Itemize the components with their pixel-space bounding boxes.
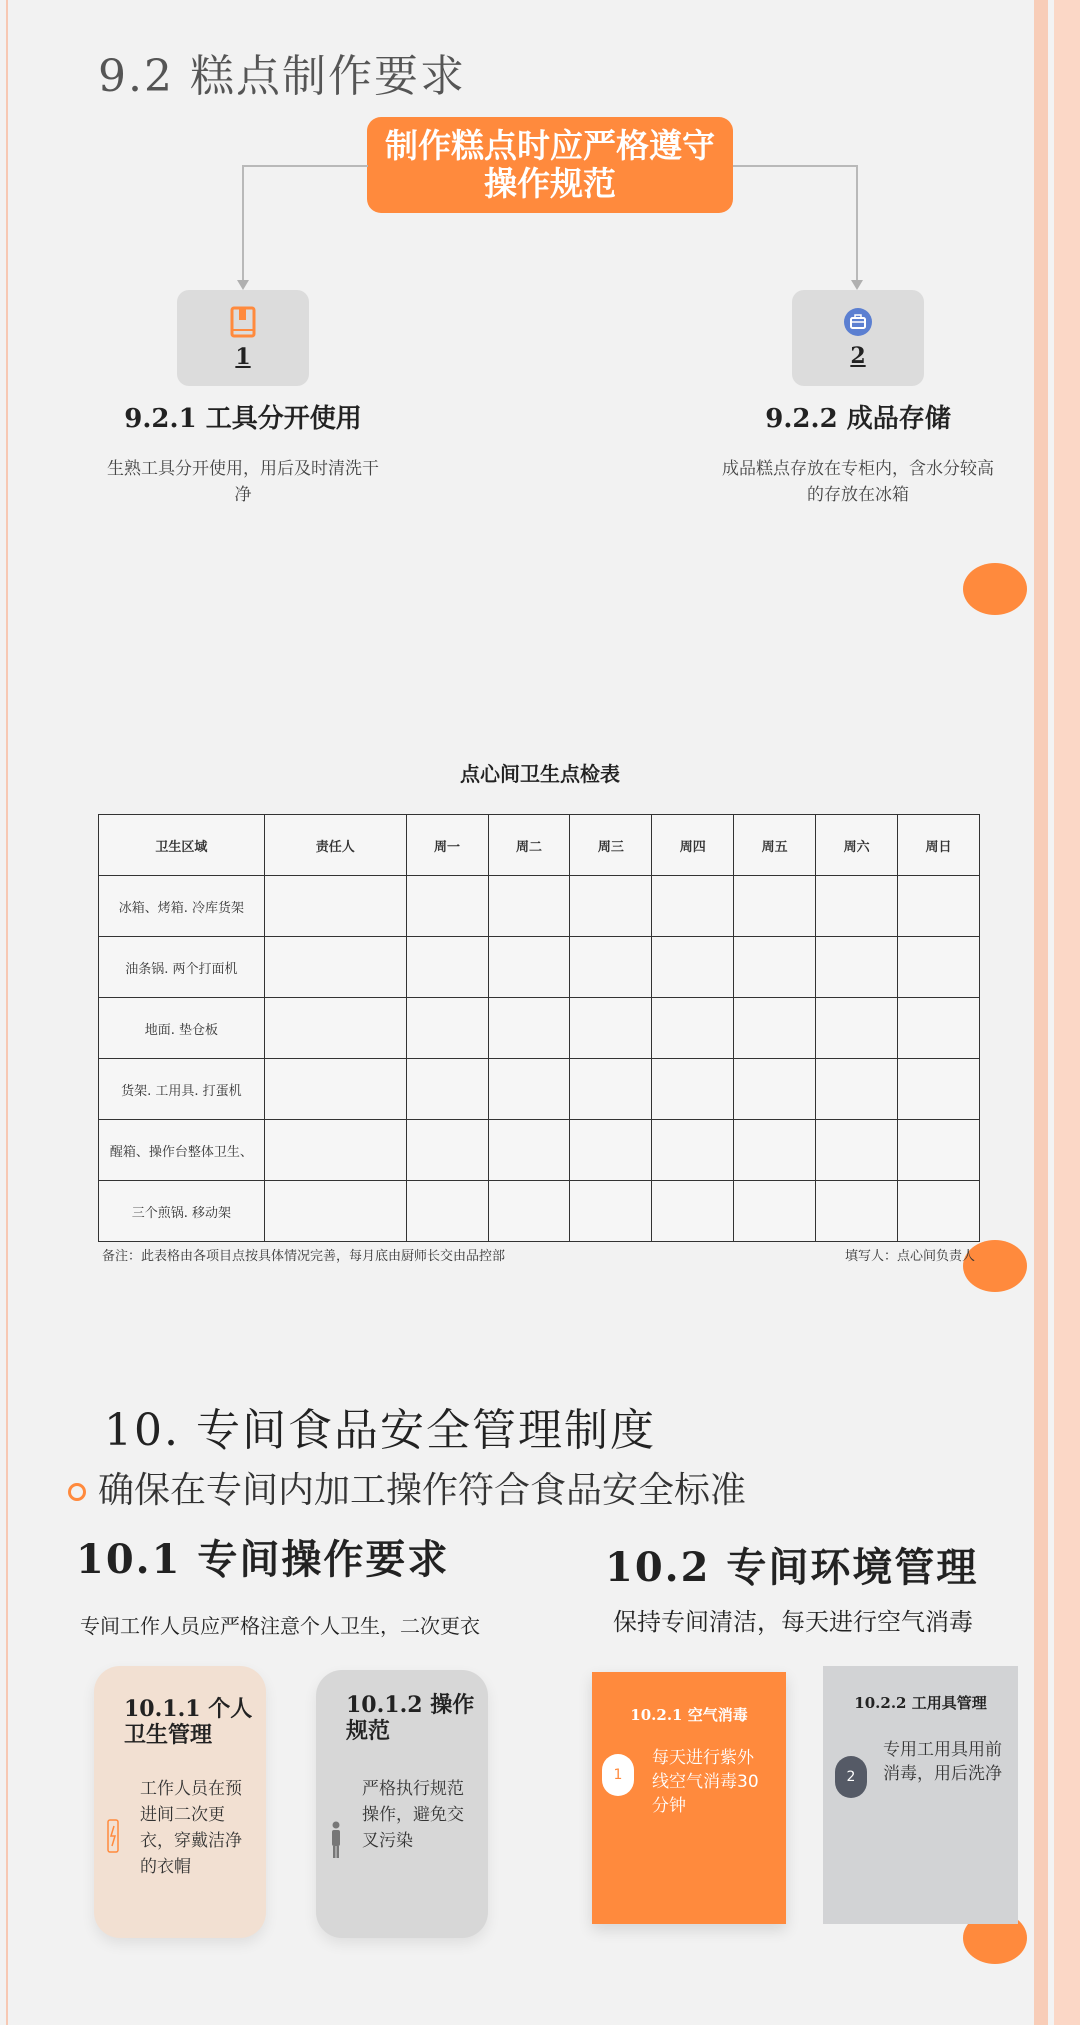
arrow-icon — [237, 280, 249, 290]
node-card-2 — [792, 290, 924, 386]
left-border-line — [6, 0, 8, 2025]
step-number: 1 — [602, 1754, 634, 1796]
person-icon — [330, 1820, 342, 1860]
column-header: 周日 — [898, 815, 980, 876]
step-number: 2 — [835, 1756, 867, 1798]
node-card-1 — [177, 290, 309, 386]
center-topic-box: 制作糕点时应严格遵守操作规范 — [367, 117, 733, 213]
subsection-title: 10.2 专间环境管理 — [605, 1544, 979, 1591]
decor-circle — [963, 563, 1027, 615]
subsection-desc: 专间工作人员应严格注意个人卫生，二次更衣 — [80, 1614, 480, 1638]
subsection-desc: 保持专间清洁，每天进行空气消毒 — [613, 1608, 973, 1636]
table-note: 备注：此表格由各项目点按具体情况完善，每月底由厨师长交由品控部 — [102, 1249, 506, 1264]
arrow-icon — [851, 280, 863, 290]
right-stripe-outer — [1054, 0, 1080, 2025]
table-row — [99, 876, 980, 937]
table-filler: 填写人：点心间负责人 — [845, 1249, 976, 1264]
column-header: 责任人 — [264, 815, 406, 876]
column-header: 周四 — [652, 815, 734, 876]
table-row — [99, 1120, 980, 1181]
box-title: 10.2.2 工用具管理 — [854, 1694, 987, 1712]
column-header: 周二 — [488, 815, 570, 876]
node-title-2: 9.2.2 成品存储 — [765, 404, 951, 434]
right-stripe — [1034, 0, 1048, 2025]
table-row — [99, 1059, 980, 1120]
card-title: 10.1.1 个人卫生管理 — [124, 1696, 253, 1748]
connector-line — [856, 165, 858, 281]
hanger-icon — [106, 1816, 120, 1856]
box-desc: 每天进行紫外线空气消毒30分钟 — [652, 1748, 759, 1816]
card-operation-norms — [316, 1670, 488, 1938]
box-desc: 专用工用具用前消毒，用后洗净 — [883, 1740, 1002, 1784]
node-title-1: 9.2.1 工具分开使用 — [124, 404, 362, 434]
section-title: 10. 专间食品安全管理制度 — [104, 1405, 656, 1456]
table-header-row — [99, 815, 980, 876]
area-cell: 油条锅. 两个打面机 — [99, 937, 265, 998]
column-header: 周五 — [734, 815, 816, 876]
card-desc: 严格执行规范操作，避免交叉污染 — [362, 1779, 464, 1851]
connector-line — [242, 165, 244, 281]
table-row — [99, 937, 980, 998]
table-row — [99, 1181, 980, 1242]
column-header: 周六 — [816, 815, 898, 876]
area-cell: 三个煎锅. 移动架 — [99, 1181, 265, 1242]
table-title: 点心间卫生点检表 — [460, 762, 620, 786]
node-desc-2: 成品糕点存放在专柜内，含水分较高的存放在冰箱 — [722, 459, 994, 505]
area-cell: 冰箱、烤箱. 冷库货架 — [99, 876, 265, 937]
node-number: 1 — [235, 344, 251, 370]
node-desc-1: 生熟工具分开使用，用后及时清洗干净 — [107, 459, 379, 505]
area-cell: 货架. 工用具. 打蛋机 — [99, 1059, 265, 1120]
hygiene-check-table — [98, 814, 980, 1242]
connector-line — [242, 165, 368, 167]
toolbox-icon — [843, 307, 873, 337]
column-header: 周一 — [406, 815, 488, 876]
table-row — [99, 998, 980, 1059]
column-header: 周三 — [570, 815, 652, 876]
card-personal-hygiene — [94, 1666, 266, 1938]
area-cell: 醒箱、操作台整体卫生、 — [99, 1120, 265, 1181]
bullet-icon — [68, 1483, 86, 1501]
card-title: 10.1.2 操作规范 — [346, 1692, 475, 1744]
book-icon — [230, 306, 256, 338]
section-title: 9.2 糕点制作要求 — [98, 51, 466, 102]
subsection-title: 10.1 专间操作要求 — [76, 1536, 450, 1583]
area-cell: 地面. 垫仓板 — [99, 998, 265, 1059]
box-tool-management — [823, 1666, 1018, 1924]
column-header: 卫生区域 — [99, 815, 265, 876]
box-title: 10.2.1 空气消毒 — [630, 1706, 748, 1724]
node-number: 2 — [850, 343, 866, 369]
box-air-disinfection — [592, 1672, 786, 1924]
connector-line — [733, 165, 857, 167]
bullet-text: 确保在专间内加工操作符合食品安全标准 — [98, 1470, 747, 1511]
card-desc: 工作人员在预进间二次更衣，穿戴洁净的衣帽 — [140, 1779, 242, 1877]
